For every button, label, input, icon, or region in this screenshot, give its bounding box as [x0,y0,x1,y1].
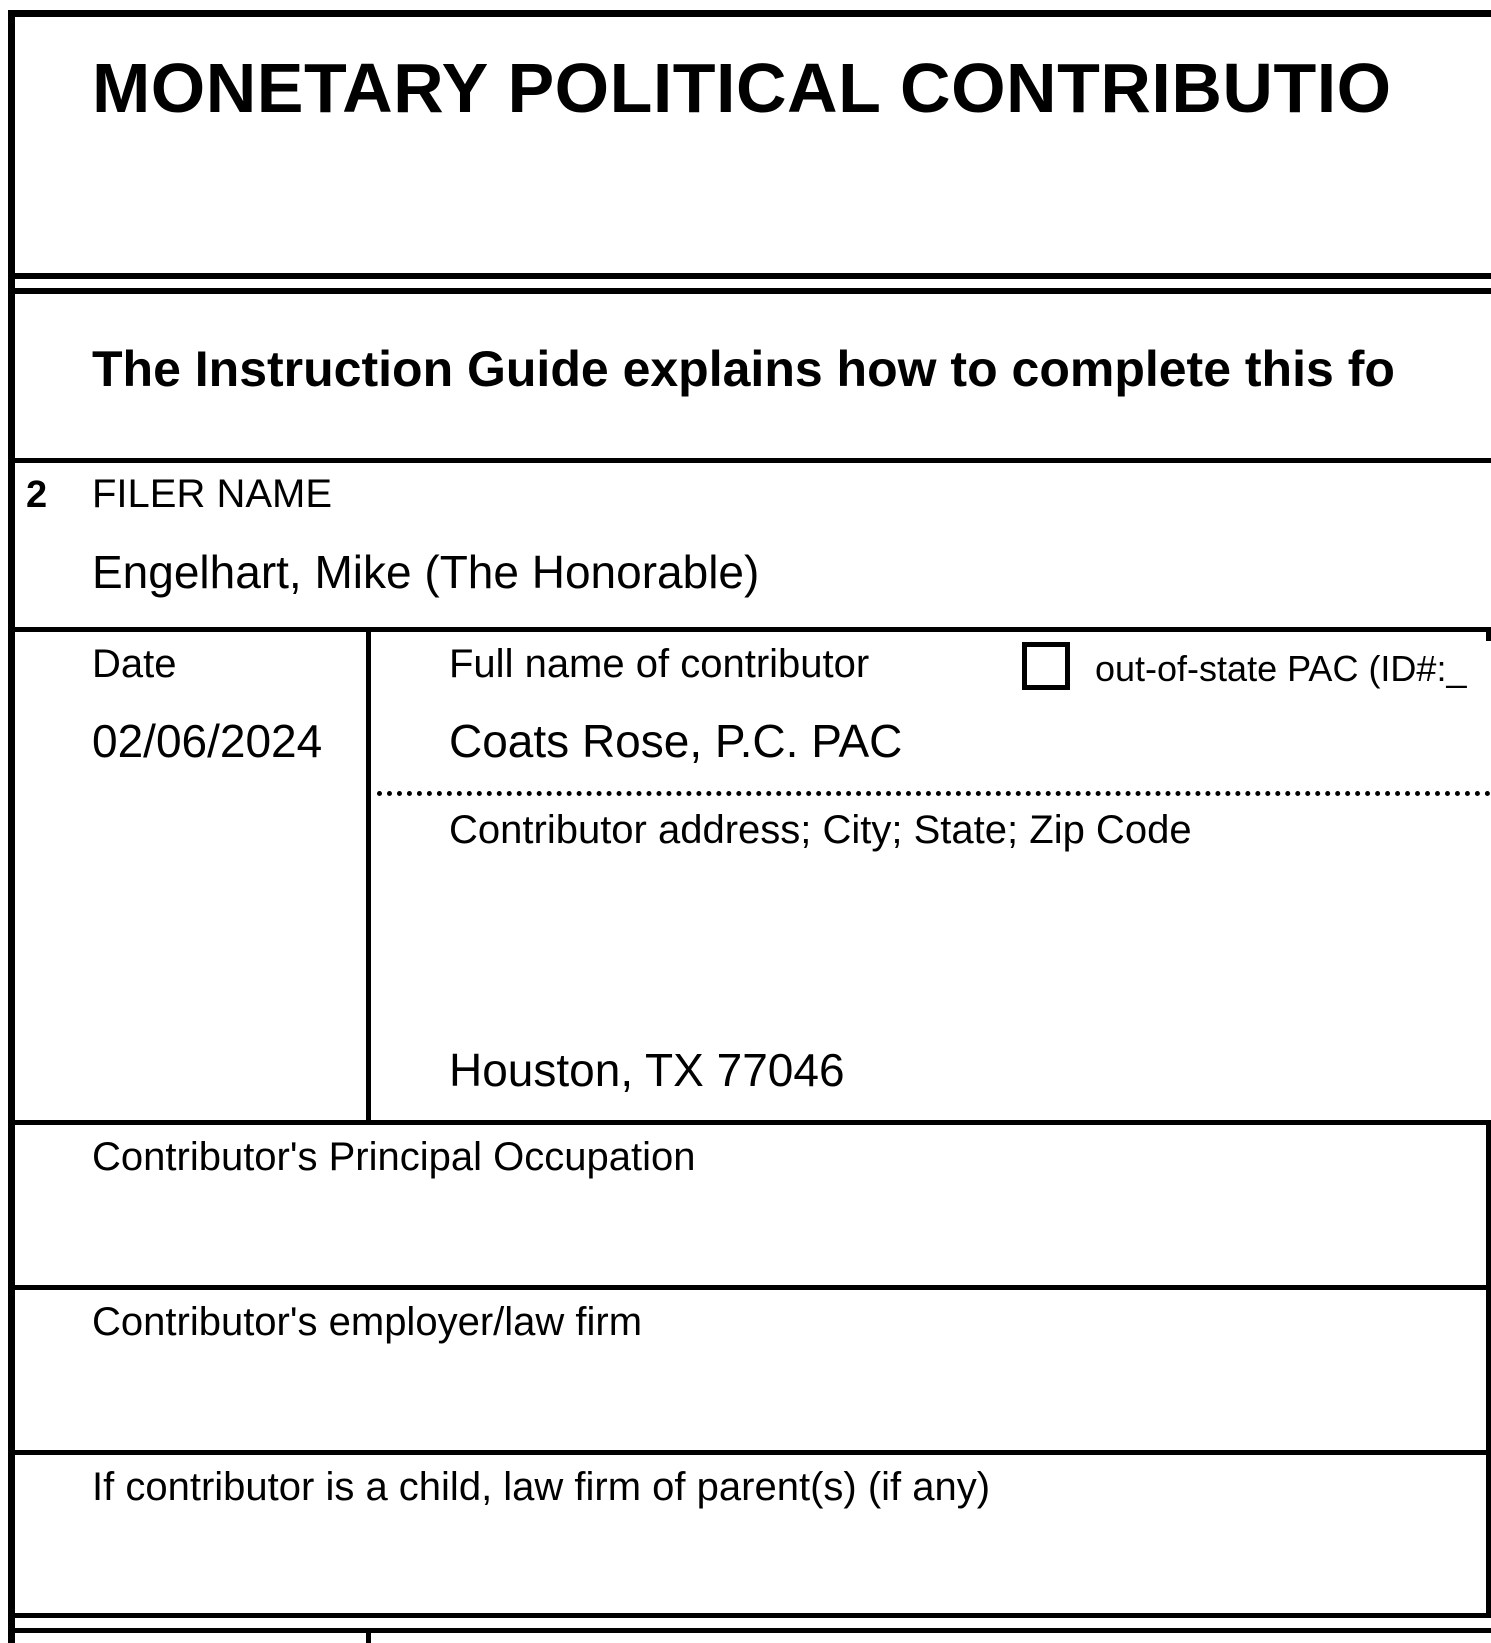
title-divider-top [8,273,1491,279]
filer-name-label: FILER NAME [92,472,333,516]
instruction-divider [8,458,1491,463]
bottom-divider-top [8,1613,1491,1618]
title-divider-bottom [8,288,1491,294]
address-divider [8,1120,1491,1125]
form-top-border [8,10,1491,17]
contributor-city-state-zip: Houston, TX 77046 [449,1044,845,1096]
filer-divider [8,627,1491,632]
contributor-name-label: Full name of contributor [449,642,870,686]
right-edge-tick [1486,627,1491,641]
out-of-state-pac-checkbox[interactable] [1022,642,1070,690]
name-address-separator [377,791,1491,796]
instruction-text: The Instruction Guide explains how to complete this fo [92,341,1395,397]
right-edge-line [1486,1120,1491,1616]
date-column-divider [366,627,371,1123]
occupation-label: Contributor's Principal Occupation [92,1135,696,1179]
occupation-divider [8,1285,1491,1290]
employer-label: Contributor's employer/law firm [92,1300,643,1344]
out-of-state-pac-label: out-of-state PAC (ID#:_ [1095,648,1467,689]
form-left-border [8,10,15,1643]
employer-divider [8,1450,1491,1455]
contributor-name-value: Coats Rose, P.C. PAC [449,715,903,767]
section-number: 2 [26,474,48,516]
date-label: Date [92,642,177,686]
form-title: MONETARY POLITICAL CONTRIBUTIO [92,49,1392,127]
bottom-divider-bottom [8,1628,1491,1633]
date-value: 02/06/2024 [92,715,323,767]
filer-name-value: Engelhart, Mike (The Honorable) [92,546,760,598]
next-row-column-divider [366,1628,371,1643]
contributor-address-label: Contributor address; City; State; Zip Code [449,808,1192,852]
child-law-firm-label: If contributor is a child, law firm of parent(s) (if any) [92,1465,991,1509]
